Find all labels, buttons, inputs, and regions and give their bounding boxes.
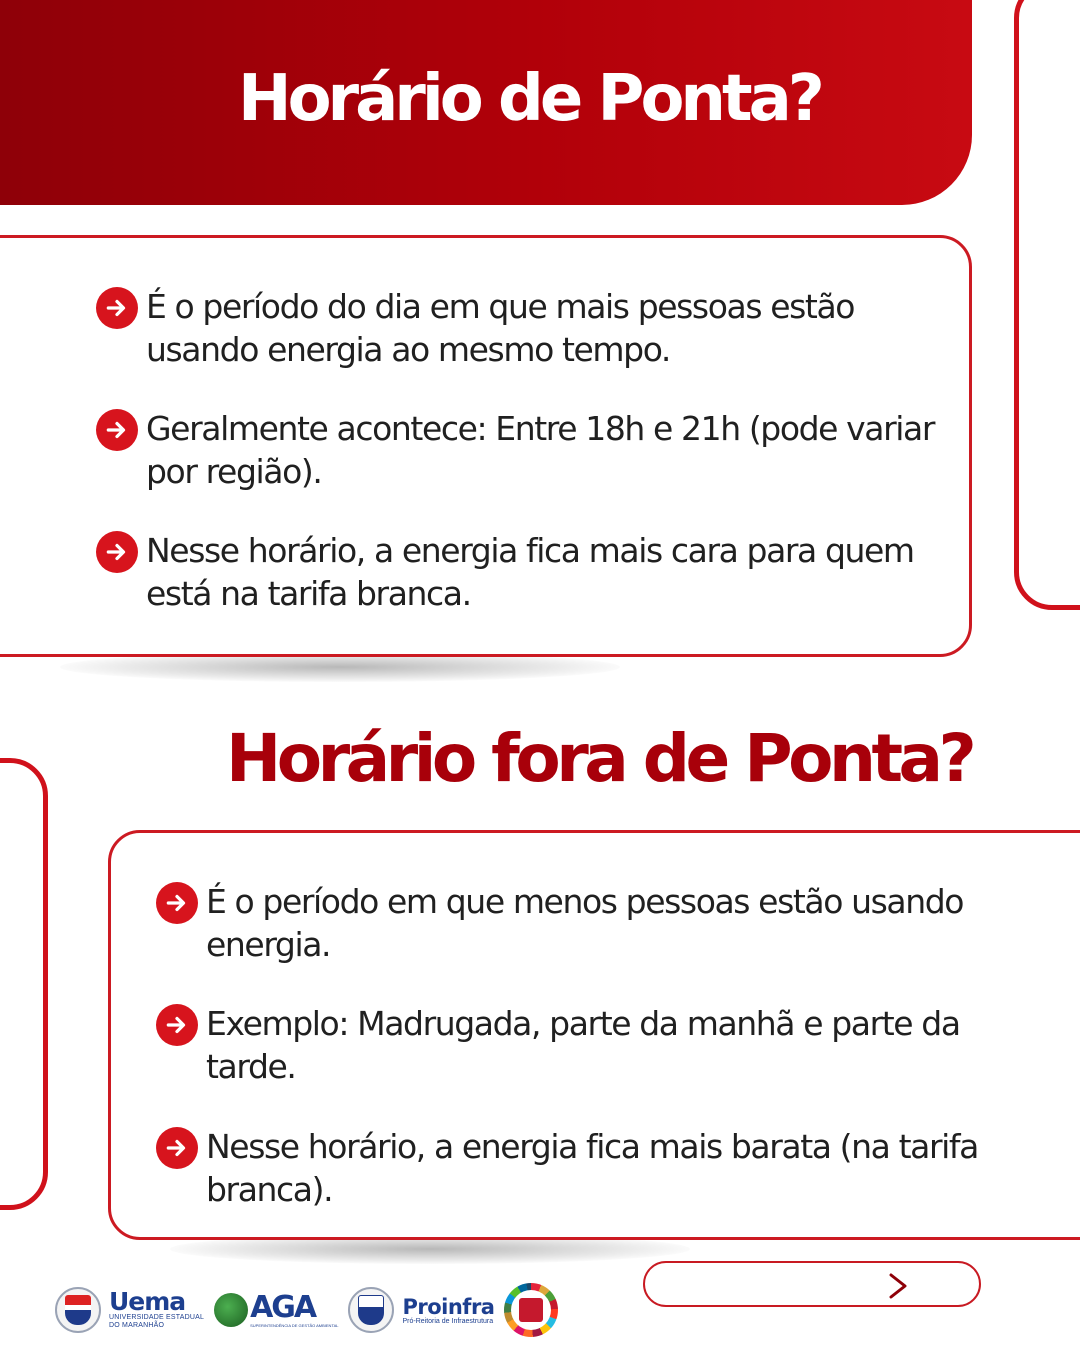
decorative-outline-left (0, 758, 48, 1210)
proinfra-logo (402, 1296, 494, 1325)
peak-bullet-text: É o período do dia em que mais pessoas estão usando energia ao mesmo tempo. (146, 287, 855, 369)
next-slide-button[interactable] (643, 1261, 981, 1307)
offpeak-bullet-text: Nesse horário, a energia fica mais barata (na tarifa branca). (206, 1127, 978, 1209)
offpeak-bullet (156, 880, 1036, 966)
uema-subtitle: UNIVERSIDADE ESTADUAL (109, 1314, 205, 1321)
uema-wordmark: Uema (109, 1287, 186, 1316)
peak-bullet (96, 407, 956, 493)
peak-bullet (96, 285, 956, 371)
state-seal-logo (55, 1287, 101, 1333)
aga-subtitle: SUPERINTENDÊNCIA DE GESTÃO AMBIENTAL (250, 1322, 339, 1328)
uema-logo (109, 1287, 205, 1330)
offpeak-bullet-text: Exemplo: Madrugada, parte da manhã e parte da tarde. (206, 1004, 960, 1086)
aga-logo (250, 1289, 339, 1328)
offpeak-bullet (156, 1125, 1036, 1211)
peak-bullet (96, 529, 956, 615)
long-arrow-right-icon (745, 1271, 915, 1301)
university-seal-logo (348, 1287, 394, 1333)
arrow-right-circle-icon (96, 287, 138, 329)
proinfra-wordmark: Proinfra (402, 1294, 495, 1319)
offpeak-title: Horário fora de Ponta? (226, 720, 973, 797)
footer-logos (55, 1278, 558, 1342)
arrow-right-circle-icon (96, 531, 138, 573)
globe-icon (214, 1293, 248, 1327)
arrow-right-circle-icon (156, 1004, 198, 1046)
header-banner (0, 0, 972, 205)
proinfra-subtitle: Pró-Reitoria de Infraestrutura (402, 1317, 494, 1325)
offpeak-bullet (156, 1002, 1036, 1088)
aga-wordmark: AGA (250, 1289, 316, 1325)
uema-subtitle: DO MARANHÃO (109, 1322, 165, 1329)
arrow-right-circle-icon (156, 1127, 198, 1169)
arrow-right-circle-icon (96, 409, 138, 451)
peak-title: Horário de Ponta? (238, 62, 821, 136)
sdg-education-logo (504, 1283, 558, 1337)
offpeak-bullet-text: É o período em que menos pessoas estão usando energia. (206, 882, 964, 964)
decorative-outline-right (1014, 0, 1080, 610)
peak-bullet-text: Nesse horário, a energia fica mais cara para quem está na tarifa branca. (146, 531, 914, 613)
peak-bullet-text: Geralmente acontece: Entre 18h e 21h (pode variar por região). (146, 409, 935, 491)
arrow-right-circle-icon (156, 882, 198, 924)
